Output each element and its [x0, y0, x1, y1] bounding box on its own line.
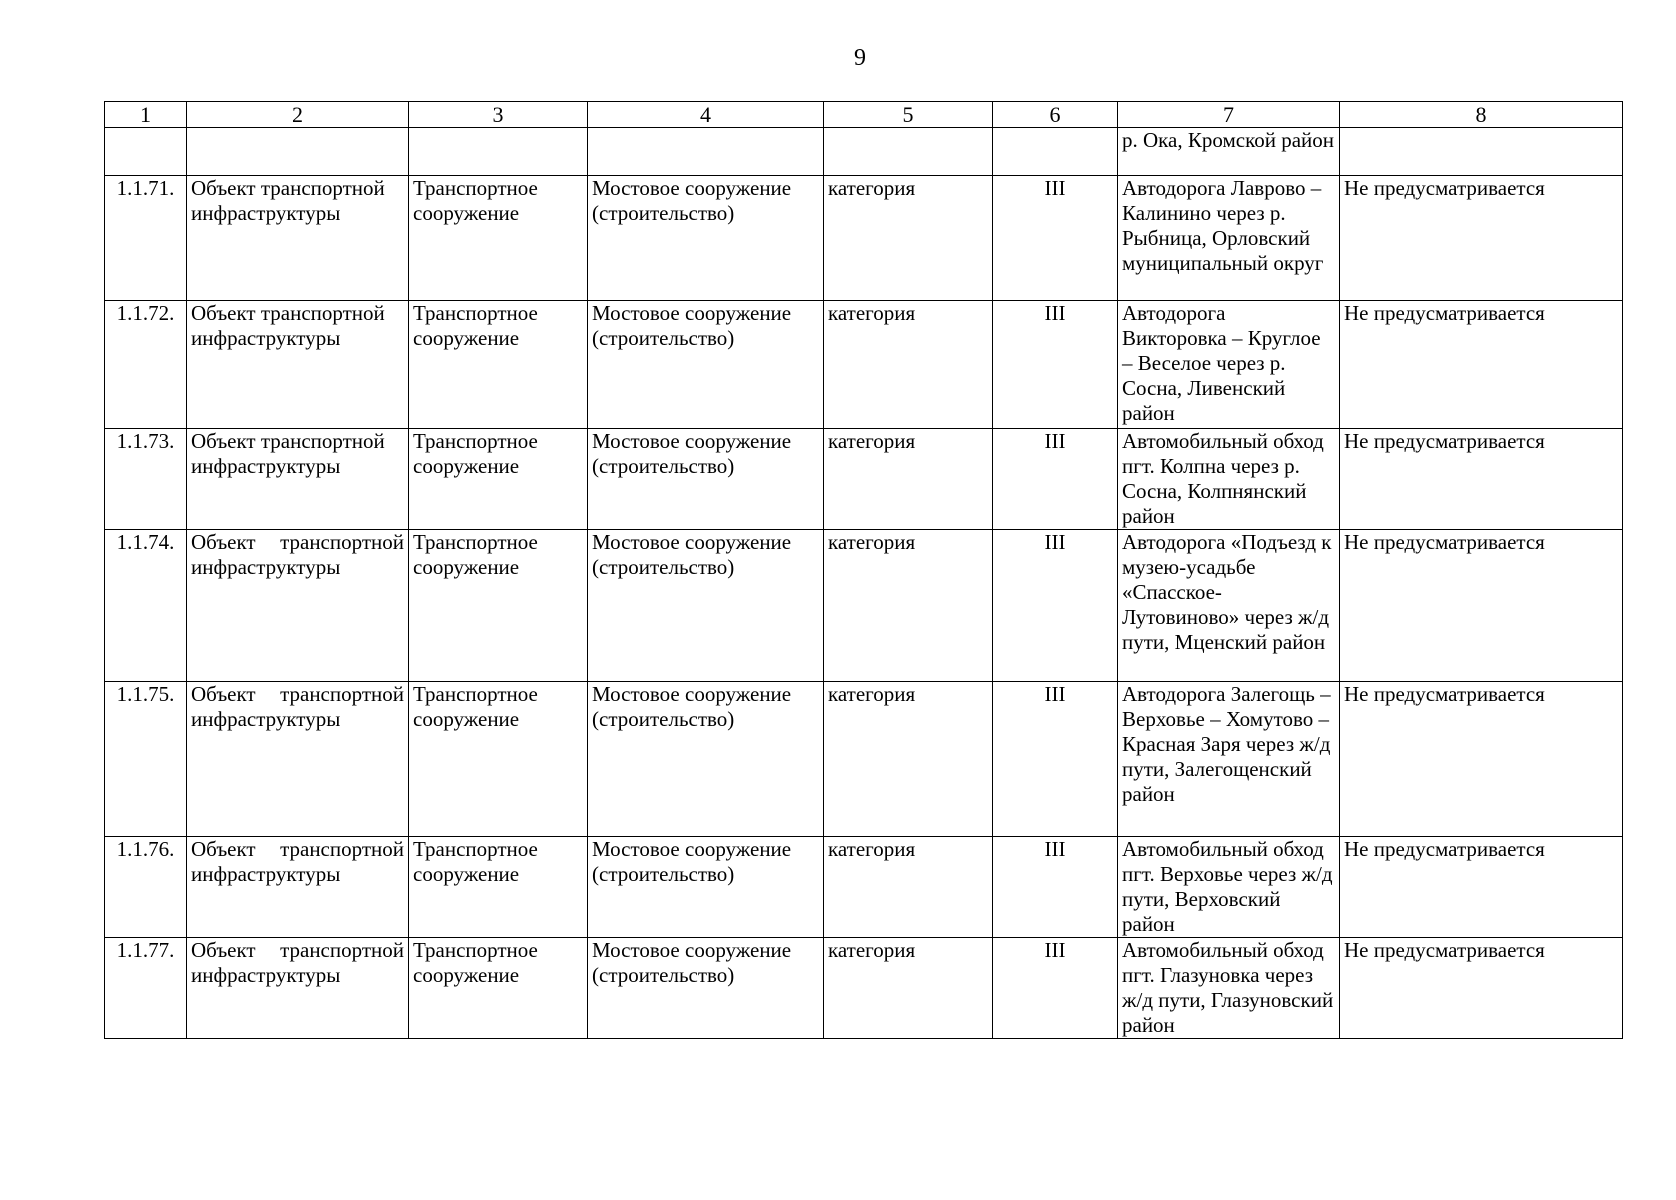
table-row: [105, 301, 1623, 429]
empty-cell: [993, 128, 1118, 176]
column-number-3: 3: [409, 102, 588, 128]
row-number: 1.1.74.: [105, 530, 187, 682]
param-cell: категория: [824, 429, 993, 530]
location-cell: Автодорога Залегощь – Верховье – Хомутово – Красная Заря через ж/д пути, Залегощенский район: [1118, 682, 1340, 837]
empty-cell: [824, 128, 993, 176]
object-cell: Объект транспортной инфраструктуры: [187, 682, 409, 837]
type-cell: Транспортное сооружение: [409, 837, 588, 938]
location-cell: Автодорога Лаврово – Калинино через р. Рыбница, Орловский муниципальный округ: [1118, 176, 1340, 301]
location-cell: р. Ока, Кромской район: [1118, 128, 1340, 176]
continuation-row: [105, 128, 1623, 176]
table-row: [105, 176, 1623, 301]
location-cell: Автодорога «Подъезд к музею-усадьбе «Спасское-Лутовиново» через ж/д пути, Мценский район: [1118, 530, 1340, 682]
value-cell: III: [993, 682, 1118, 837]
kind-cell: Мостовое сооружение (строительство): [588, 837, 824, 938]
object-cell: Объект транспортной инфраструктуры: [187, 301, 409, 429]
row-number: 1.1.73.: [105, 429, 187, 530]
table-row: [105, 429, 1623, 530]
column-number-2: 2: [187, 102, 409, 128]
value-cell: III: [993, 176, 1118, 301]
object-cell: Объект транспортной инфраструктуры: [187, 837, 409, 938]
param-cell: категория: [824, 837, 993, 938]
column-number-8: 8: [1340, 102, 1623, 128]
zone-cell: Не предусматривается: [1340, 301, 1623, 429]
location-cell: Автодорога Викторовка – Круглое – Веселое через р. Сосна, Ливенский район: [1118, 301, 1340, 429]
object-cell: Объект транспортной инфраструктуры: [187, 429, 409, 530]
row-number: 1.1.76.: [105, 837, 187, 938]
location-cell: Автомобильный обход пгт. Колпна через р. Сосна, Колпнянский район: [1118, 429, 1340, 530]
table-row: [105, 682, 1623, 837]
column-number-7: 7: [1118, 102, 1340, 128]
empty-cell: [409, 128, 588, 176]
table-row: [105, 837, 1623, 938]
empty-cell: [105, 128, 187, 176]
column-number-4: 4: [588, 102, 824, 128]
value-cell: III: [993, 837, 1118, 938]
kind-cell: Мостовое сооружение (строительство): [588, 429, 824, 530]
value-cell: III: [993, 301, 1118, 429]
column-number-5: 5: [824, 102, 993, 128]
column-number-1: 1: [105, 102, 187, 128]
zone-cell: Не предусматривается: [1340, 938, 1623, 1039]
type-cell: Транспортное сооружение: [409, 176, 588, 301]
type-cell: Транспортное сооружение: [409, 429, 588, 530]
object-cell: Объект транспортной инфраструктуры: [187, 938, 409, 1039]
kind-cell: Мостовое сооружение (строительство): [588, 176, 824, 301]
kind-cell: Мостовое сооружение (строительство): [588, 301, 824, 429]
value-cell: III: [993, 530, 1118, 682]
table-row: [105, 938, 1623, 1039]
param-cell: категория: [824, 301, 993, 429]
zone-cell: Не предусматривается: [1340, 176, 1623, 301]
zone-cell: Не предусматривается: [1340, 530, 1623, 682]
value-cell: III: [993, 938, 1118, 1039]
row-number: 1.1.75.: [105, 682, 187, 837]
kind-cell: Мостовое сооружение (строительство): [588, 682, 824, 837]
row-number: 1.1.72.: [105, 301, 187, 429]
zone-cell: Не предусматривается: [1340, 682, 1623, 837]
empty-cell: [187, 128, 409, 176]
object-cell: Объект транспортной инфраструктуры: [187, 530, 409, 682]
column-number-6: 6: [993, 102, 1118, 128]
kind-cell: Мостовое сооружение (строительство): [588, 530, 824, 682]
column-number-row: [105, 102, 1623, 128]
table-row: [105, 530, 1623, 682]
row-number: 1.1.71.: [105, 176, 187, 301]
objects-table: [104, 101, 1623, 1039]
param-cell: категория: [824, 176, 993, 301]
empty-cell: [588, 128, 824, 176]
empty-cell: [1340, 128, 1623, 176]
param-cell: категория: [824, 938, 993, 1039]
zone-cell: Не предусматривается: [1340, 429, 1623, 530]
location-cell: Автомобильный обход пгт. Глазуновка через ж/д пути, Глазуновский район: [1118, 938, 1340, 1039]
location-cell: Автомобильный обход пгт. Верховье через ж/д пути, Верховский район: [1118, 837, 1340, 938]
param-cell: категория: [824, 530, 993, 682]
type-cell: Транспортное сооружение: [409, 938, 588, 1039]
param-cell: категория: [824, 682, 993, 837]
zone-cell: Не предусматривается: [1340, 837, 1623, 938]
page-number: 9: [854, 45, 866, 71]
type-cell: Транспортное сооружение: [409, 530, 588, 682]
kind-cell: Мостовое сооружение (строительство): [588, 938, 824, 1039]
object-cell: Объект транспортной инфраструктуры: [187, 176, 409, 301]
type-cell: Транспортное сооружение: [409, 682, 588, 837]
value-cell: III: [993, 429, 1118, 530]
row-number: 1.1.77.: [105, 938, 187, 1039]
type-cell: Транспортное сооружение: [409, 301, 588, 429]
